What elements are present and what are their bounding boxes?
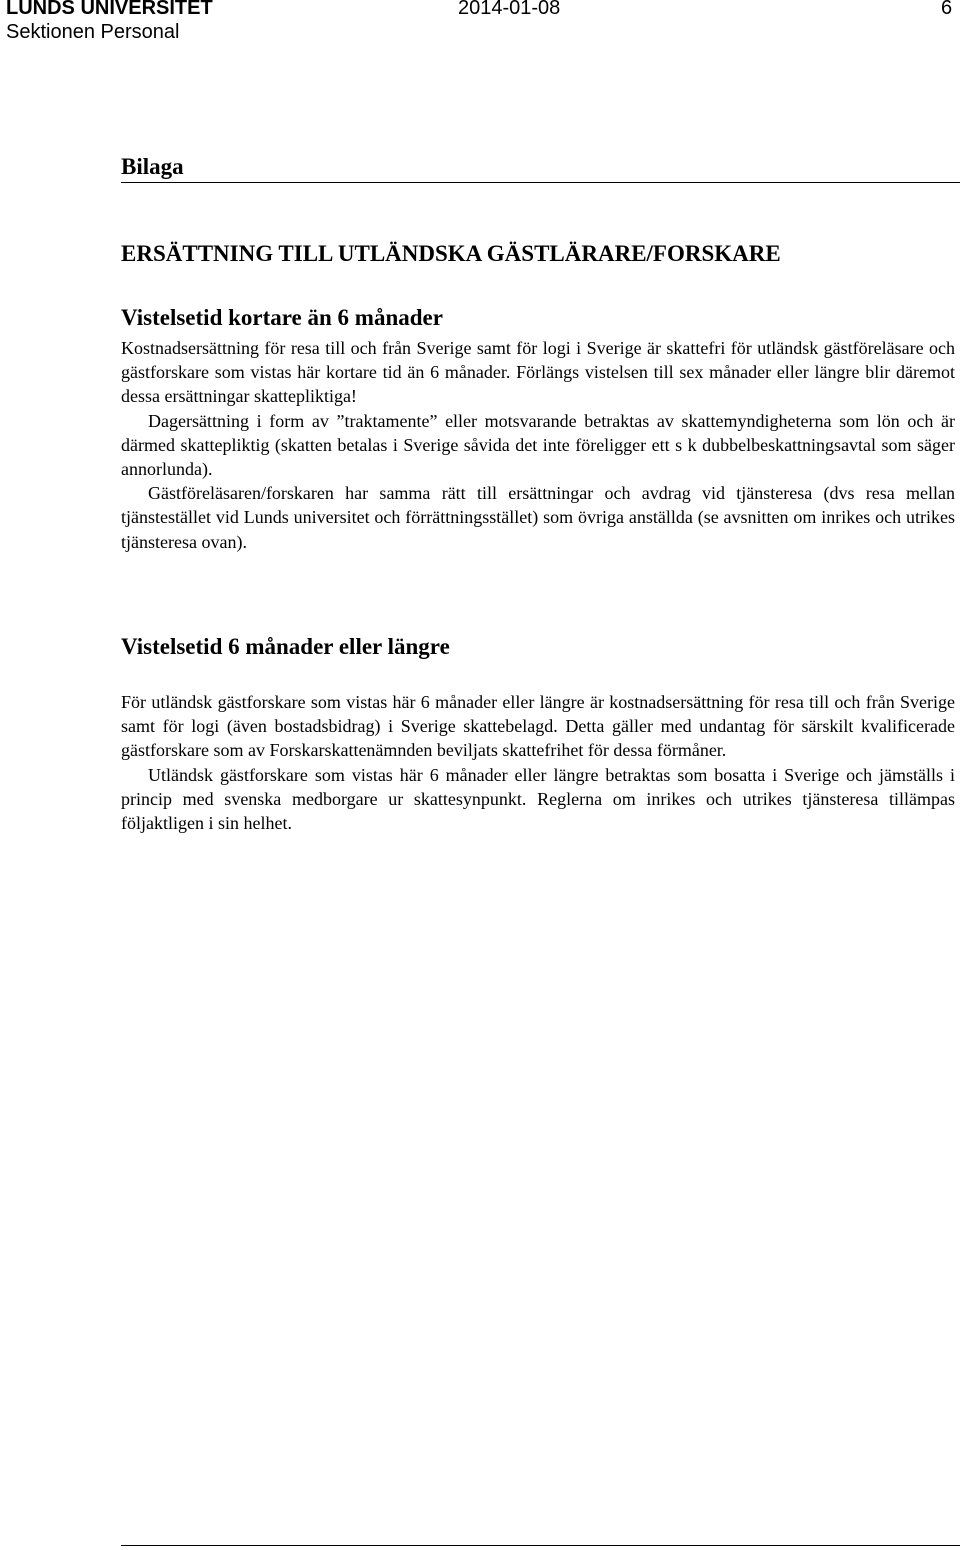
section-name: Sektionen Personal: [6, 21, 180, 43]
document-date: 2014-01-08: [458, 0, 561, 19]
footer-divider: [121, 1545, 960, 1546]
section1-body: [121, 336, 955, 554]
section1-paragraph: Dagersättning i form av ”traktamente” eller motsvarande betraktas av skattemyndigheterna som lön och är därmed skattepliktig (skatten betalas i Sverige såvida det inte föreligger ett s k dubbelbeskattningsavtal som säger annorlunda).: [121, 410, 955, 480]
section2-heading: Vistelsetid 6 månader eller längre: [121, 634, 450, 659]
page-number: 6: [941, 0, 953, 19]
section1-paragraph: Gästföreläsaren/forskaren har samma rätt till ersättningar och avdrag vid tjänsteresa (dvs resa mellan tjänstestället vid Lunds universitet och förrättningsstället) som övriga anställda (se avsnitten om inrikes och utrikes tjänsteresa ovan).: [121, 483, 955, 552]
section1-heading: Vistelsetid kortare än 6 månader: [121, 305, 443, 330]
section2-paragraph: För utländsk gästforskare som vistas här 6 månader eller längre är kostnadsersättning för resa till och från Sverige samt för logi (även bostadsbidrag) i Sverige skattebelagd. Detta gäller med undantag för särskilt kvalificerade gästforskare som av Forskarskattenämnden beviljats skattefrihet för dessa förmåner.: [121, 692, 955, 761]
appendix-label: Bilaga: [121, 154, 184, 179]
section2-body: [121, 690, 955, 835]
document-title: ERSÄTTNING TILL UTLÄNDSKA GÄSTLÄRARE/FORSKARE: [121, 241, 781, 266]
section1-paragraph: Kostnadsersättning för resa till och från Sverige samt för logi i Sverige är skattefri för utländsk gästföreläsare och gästforskare som vistas här kortare tid än 6 månader. Förlängs vistelsen till sex månader eller längre blir däremot dessa ersättningar skattepliktiga!: [121, 338, 955, 407]
university-name: LUNDS UNIVERSITET: [6, 0, 213, 19]
header-divider: [121, 182, 960, 183]
section2-paragraph: Utländsk gästforskare som vistas här 6 månader eller längre betraktas som bosatta i Sverige och jämställs i princip med svenska medborgare ur skattesynpunkt. Reglerna om inrikes och utrikes tjänsteresa tillämpas följaktligen i sin helhet.: [121, 764, 955, 834]
